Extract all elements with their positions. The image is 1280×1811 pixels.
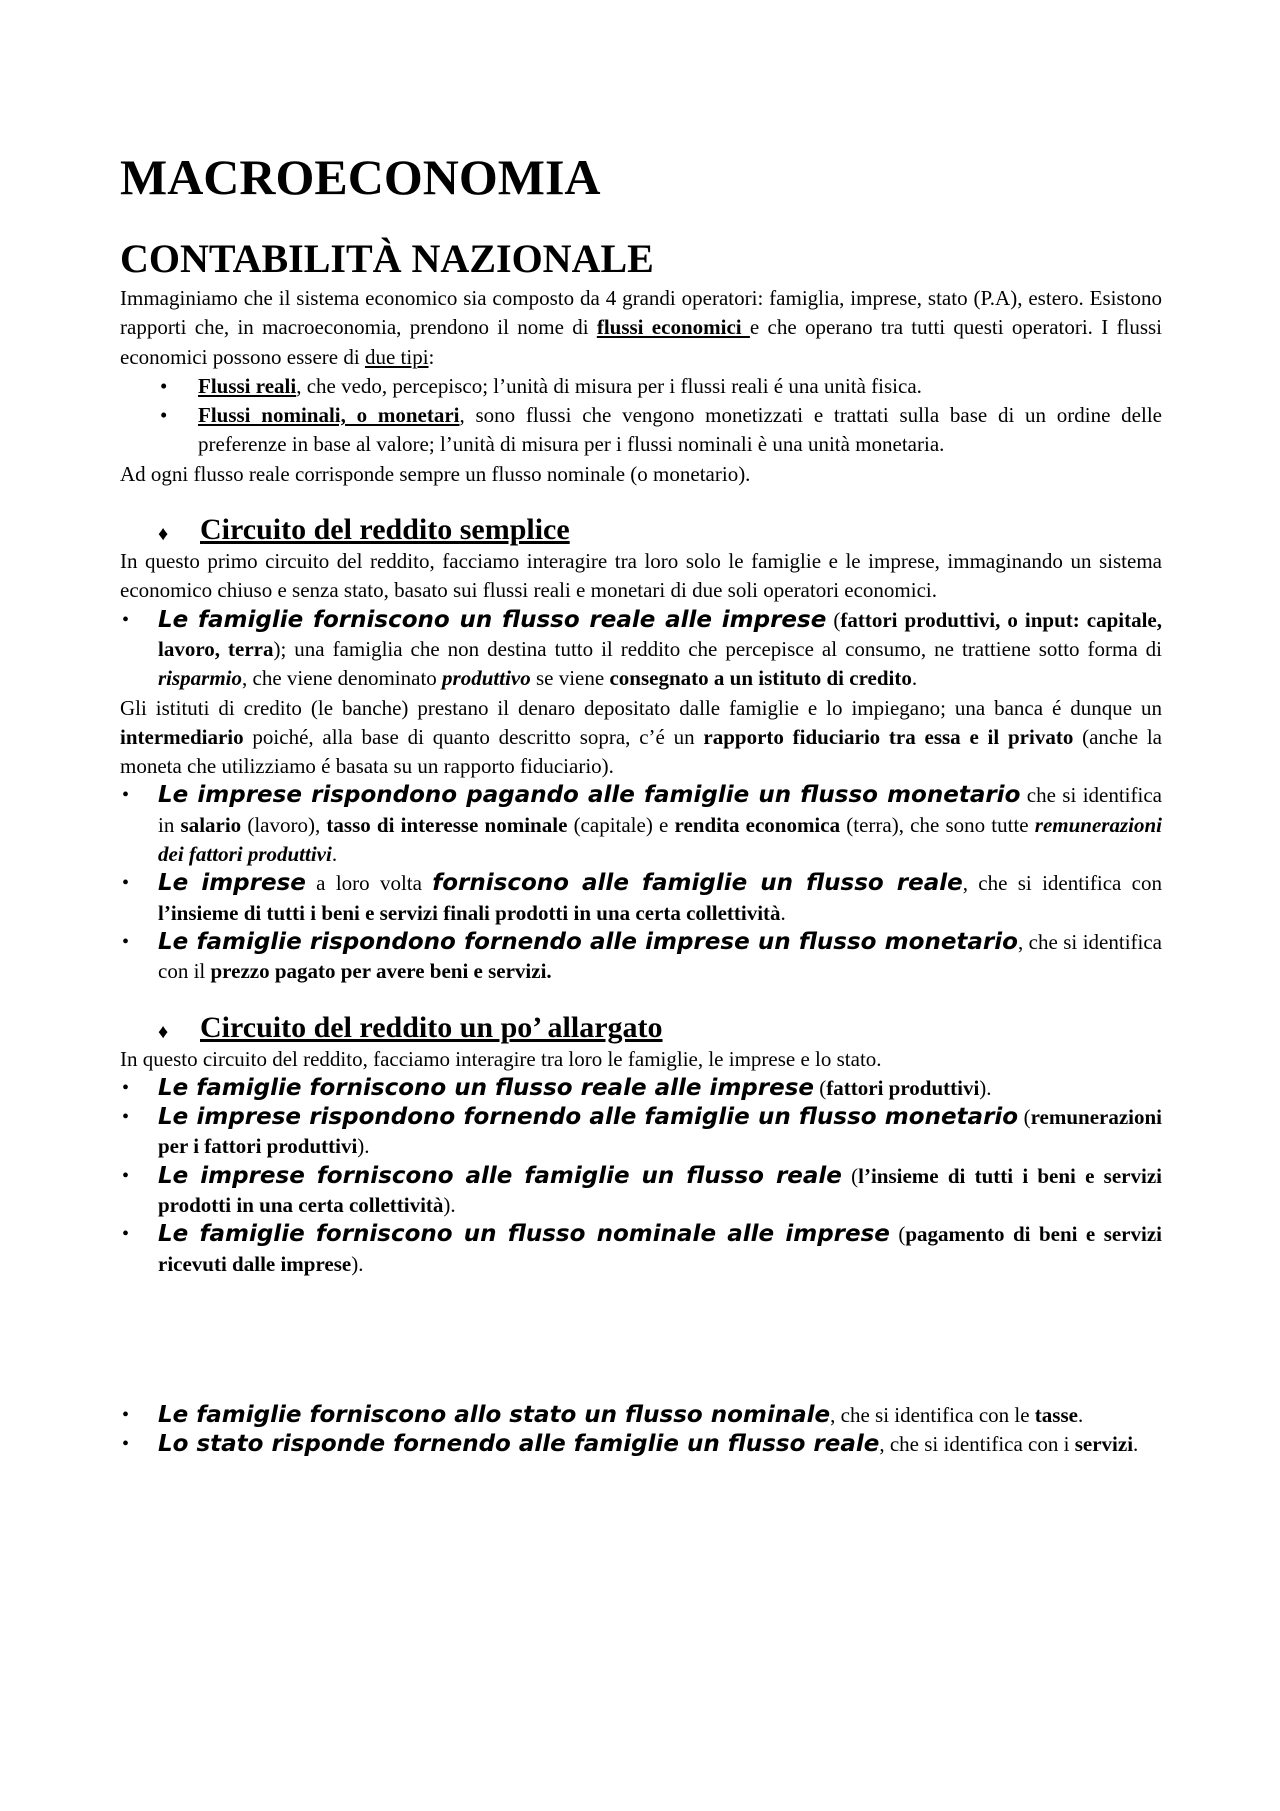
list-item: • Le famiglie forniscono un flusso nominale alle imprese (pagamento di beni e servizi ricevuti dalle imprese). [120,1220,1162,1279]
list-item: • Le famiglie forniscono un flusso reale alle imprese (fattori produttivi, o input: capitale, lavoro, terra); una famiglia che non destina tutto il reddito che percepisce al consumo, ne trattiene sotto forma di risparmio, che viene denominato produttivo se viene consegnato a un istituto di credito. [120,606,1162,694]
list-item: • Le famiglie forniscono un flusso reale alle imprese (fattori produttivi). [120,1074,1162,1103]
term-flussi-economici: flussi economici [596,315,750,340]
banks-paragraph: Gli istituti di credito (le banche) prestano il denaro depositato dalle famiglie e lo impiegano; una banca é dunque un intermediario poiché, alla base di quanto descritto sopra, c’é un rapporto fiduciario tra essa e il privato (anche la moneta che utilizziamo é basata su un rapporto fiduciario). [120,695,1162,779]
intro-conclusion: Ad ogni flusso reale corrisponde sempre un flusso nominale (o monetario). [120,461,751,486]
circuit-list [120,1401,1162,1460]
document-body [120,284,1162,1460]
intro-paragraph: Immaginiamo che il sistema economico sia composto da 4 grandi operatori: famiglia, imprese, stato (P.A), estero. Esistono rapporti che, in macroeconomia, prendono il nome di flussi economici e che operano tra tutti questi operatori. I flussi economici possono essere di due tipi: [120,286,1162,369]
diamond-bullet-icon: ♦ [158,1020,169,1043]
list-item: • Flussi nominali, o monetari, sono flussi che vengono monetizzati e trattati sulla base di un ordine delle preferenze in base al valore; l’unità di misura per i flussi nominali è una unità monetaria. [120,401,1162,460]
list-item: • Le imprese rispondono fornendo alle famiglie un flusso monetario (remunerazioni per i fattori produttivi). [120,1103,1162,1162]
list-item: • Lo stato risponde fornendo alle famiglie un flusso reale, che si identifica con i servizi. [120,1430,1162,1459]
section-intro: In questo circuito del reddito, facciamo interagire tra loro le famiglie, le imprese e lo stato. [120,1046,882,1071]
section-heading: ♦ Circuito del reddito un po’ allargato [120,1011,1162,1045]
blank-space [120,1279,1162,1401]
section-heading: ♦ Circuito del reddito semplice [120,513,1162,547]
list-item: • Le imprese a loro volta forniscono alle famiglie un flusso reale, che si identifica con l’insieme di tutti i beni e servizi finali prodotti in una certa collettività. [120,869,1162,928]
list-item: • Le famiglie forniscono allo stato un flusso nominale, che si identifica con le tasse. [120,1401,1162,1430]
flow-types-list [120,372,1162,460]
circuit-list [120,606,1162,694]
circuit-list [120,781,1162,986]
list-item: • Le famiglie rispondono fornendo alle imprese un flusso monetario, che si identifica con il prezzo pagato per avere beni e servizi. [120,928,1162,987]
list-item: • Le imprese forniscono alle famiglie un flusso reale (l’insieme di tutti i beni e servizi prodotti in una certa collettività). [120,1162,1162,1221]
document-title: MACROECONOMIA [120,149,601,205]
list-item: • Le imprese rispondono pagando alle famiglie un flusso monetario che si identifica in salario (lavoro), tasso di interesse nominale (capitale) e rendita economica (terra), che sono tutte remunerazioni dei fattori produttivi. [120,781,1162,869]
section-intro: In questo primo circuito del reddito, facciamo interagire tra loro solo le famiglie e le imprese, immaginando un sistema economico chiuso e senza stato, basato sui flussi reali e monetari di due soli operatori economici. [120,549,1162,603]
diamond-bullet-icon: ♦ [158,523,169,546]
circuit-list [120,1074,1162,1279]
document-subtitle: CONTABILITÀ NAZIONALE [120,236,654,281]
list-item: • Flussi reali, che vedo, percepisco; l’unità di misura per i flussi reali é una unità fisica. [120,372,1162,401]
term-due-tipi: due tipi [364,344,429,369]
